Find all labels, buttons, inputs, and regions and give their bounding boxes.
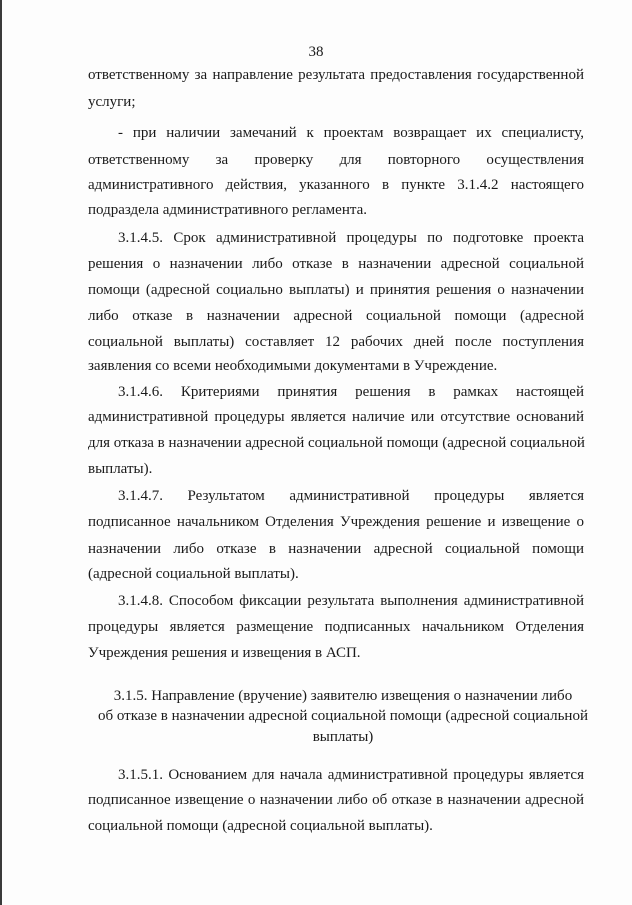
text-line: выплаты). [88, 461, 153, 477]
text-line: 3.1.4.8. Способом фиксации результата выполнения административной [118, 593, 584, 609]
text-line: решения о назначении либо отказе в назначении адресной социальной [88, 256, 584, 272]
text-line: подписанное начальником Отделения Учреждения решение и извещение о [88, 514, 584, 530]
text-line: 3.1.4.6. Критериями принятия решения в рамках настоящей [118, 384, 584, 400]
text-line: административной процедуры является наличие или отсутствие оснований [88, 409, 584, 425]
text-line: выплаты) [312, 729, 374, 745]
text-line: (адресной социальной выплаты). [88, 566, 299, 582]
text-line: 3.1.5.1. Основанием для начала административной процедуры является [118, 767, 584, 783]
text-line: административного действия, указанного в пункте 3.1.4.2 настоящего [88, 177, 584, 193]
text-line: об отказе в назначении адресной социальной помощи (адресной социальной [98, 708, 588, 724]
text-line: либо отказе в назначении адресной социальной помощи (адресной [88, 308, 584, 324]
text-line: подписанное извещение о назначении либо об отказе в назначении адресной [88, 792, 584, 808]
text-line: помощи (адресной социально выплаты) и принятия решения о назначении [88, 282, 584, 298]
text-line: услуги; [88, 94, 136, 110]
text-line: 3.1.4.5. Срок административной процедуры по подготовке проекта [118, 230, 584, 246]
page-edge [0, 0, 2, 905]
text-line: ответственному за направление результата предоставления государственной [88, 67, 584, 83]
text-line: для отказа в назначении адресной социальной помощи (адресной социальной [88, 435, 585, 451]
text-line: - при наличии замечаний к проектам возвращает их специалисту, [118, 125, 584, 141]
text-line: заявления со всеми необходимыми документами в Учреждение. [88, 358, 498, 374]
text-line: процедуры является размещение подписанных начальником Отделения [88, 619, 584, 635]
text-line: 3.1.4.7. Результатом административной процедуры является [118, 488, 584, 504]
page-number: 38 [308, 44, 324, 60]
text-line: подраздела административного регламента. [88, 202, 367, 218]
text-line: 3.1.5. Направление (вручение) заявителю извещения о назначении либо [113, 688, 573, 704]
text-line: социальной выплаты) составляет 12 рабочих дней после поступления [88, 334, 584, 350]
text-line: назначении либо отказе в назначении адресной социальной помощи [88, 541, 584, 557]
text-line: социальной помощи (адресной социальной выплаты). [88, 818, 433, 834]
text-line: ответственному за проверку для повторного осуществления [88, 152, 584, 168]
text-line: Учреждения решения и извещения в АСП. [88, 645, 361, 661]
